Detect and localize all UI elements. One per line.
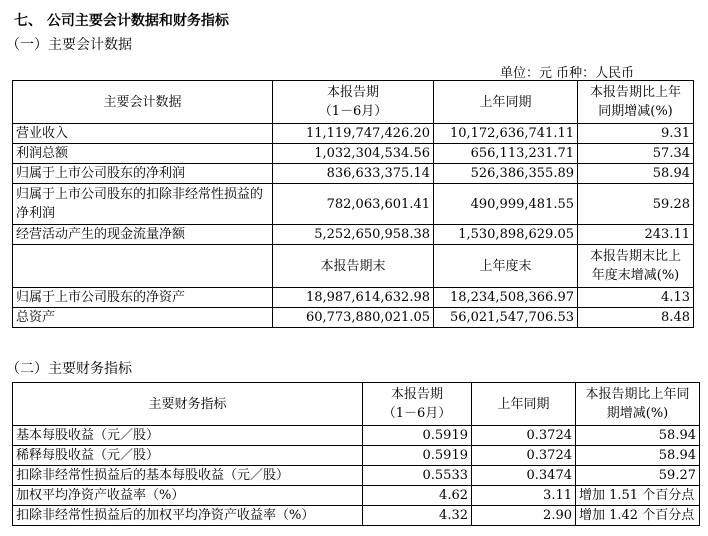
prior-period-value: 0.3724 — [472, 426, 576, 446]
change-value: 增加 1.51 个百分点 — [576, 486, 700, 506]
prior-period-value: 656,113,231.71 — [434, 144, 578, 164]
table-row — [13, 164, 694, 184]
unit-note: 单位：元 币种：人民币 — [500, 66, 635, 81]
row-label: 经营活动产生的现金流量净额 — [13, 225, 273, 245]
current-period-value: 5,252,650,958.38 — [273, 225, 434, 245]
current-period-value: 60,773,880,021.05 — [273, 308, 434, 328]
table-row — [13, 144, 694, 164]
current-period-value: 836,633,375.14 — [273, 164, 434, 184]
current-period-value: 0.5533 — [363, 466, 472, 486]
part1-title: （一）主要会计数据 — [6, 37, 132, 53]
row-label: 稀释每股收益（元／股） — [13, 446, 363, 466]
current-period-value: 0.5919 — [363, 426, 472, 446]
row-label: 基本每股收益（元／股） — [13, 426, 363, 446]
table-row — [13, 426, 700, 446]
row-label: 归属于上市公司股东的净资产 — [13, 288, 273, 308]
table-row — [13, 288, 694, 308]
prior-period-value: 490,999,481.55 — [434, 184, 578, 225]
change-value: 243.11 — [578, 225, 694, 245]
change-value: 59.28 — [578, 184, 694, 225]
column-header — [13, 245, 273, 288]
column-header: 上年同期 — [434, 81, 578, 124]
change-value: 59.27 — [576, 466, 700, 486]
column-header: 本报告期 （1－6月） — [363, 383, 472, 426]
header-row — [13, 383, 700, 426]
accounting-data-table — [12, 80, 694, 328]
financial-indicators-table — [12, 382, 700, 526]
change-value: 58.94 — [578, 164, 694, 184]
table-row — [13, 466, 700, 486]
row-label: 归属于上市公司股东的净利润 — [13, 164, 273, 184]
row-label: 扣除非经常性损益后的基本每股收益（元／股） — [13, 466, 363, 486]
prior-period-value: 526,386,355.89 — [434, 164, 578, 184]
prior-period-value: 2.90 — [472, 506, 576, 526]
table-row — [13, 184, 694, 225]
change-value: 9.31 — [578, 124, 694, 144]
prior-period-value: 3.11 — [472, 486, 576, 506]
prior-period-value: 10,172,636,741.11 — [434, 124, 578, 144]
table-row — [13, 486, 700, 506]
header-row — [13, 245, 694, 288]
table-row — [13, 308, 694, 328]
row-label: 总资产 — [13, 308, 273, 328]
prior-period-value: 18,234,508,366.97 — [434, 288, 578, 308]
row-label: 归属于上市公司股东的扣除非经常性损益的净利润 — [13, 184, 273, 225]
current-period-value: 1,032,304,534.56 — [273, 144, 434, 164]
current-period-value: 782,063,601.41 — [273, 184, 434, 225]
header-row — [13, 81, 694, 124]
change-value: 58.94 — [576, 426, 700, 446]
column-header: 本报告期末比上 年度末增减(%) — [578, 245, 694, 288]
column-header: 本报告期 （1－6月） — [273, 81, 434, 124]
prior-period-value: 0.3724 — [472, 446, 576, 466]
table-row — [13, 225, 694, 245]
row-label: 加权平均净资产收益率（%） — [13, 486, 363, 506]
current-period-value: 11,119,747,426.20 — [273, 124, 434, 144]
current-period-value: 4.32 — [363, 506, 472, 526]
column-header: 本报告期比上年 同期增减(%) — [578, 81, 694, 124]
prior-period-value: 1,530,898,629.05 — [434, 225, 578, 245]
table-row — [13, 446, 700, 466]
table-row — [13, 506, 700, 526]
column-header: 本报告期末 — [273, 245, 434, 288]
table-row — [13, 124, 694, 144]
row-label: 扣除非经常性损益后的加权平均净资产收益率（%） — [13, 506, 363, 526]
current-period-value: 0.5919 — [363, 446, 472, 466]
column-header: 上年同期 — [472, 383, 576, 426]
column-header: 主要会计数据 — [13, 81, 273, 124]
row-label: 利润总额 — [13, 144, 273, 164]
current-period-value: 4.62 — [363, 486, 472, 506]
column-header: 主要财务指标 — [13, 383, 363, 426]
change-value: 4.13 — [578, 288, 694, 308]
column-header: 本报告期比上年同 期增减(%) — [576, 383, 700, 426]
change-value: 58.94 — [576, 446, 700, 466]
section-title: 七、 公司主要会计数据和财务指标 — [14, 13, 229, 29]
prior-period-value: 0.3474 — [472, 466, 576, 486]
prior-period-value: 56,021,547,706.53 — [434, 308, 578, 328]
current-period-value: 18,987,614,632.98 — [273, 288, 434, 308]
row-label: 营业收入 — [13, 124, 273, 144]
column-header: 上年度末 — [434, 245, 578, 288]
part2-title: （二）主要财务指标 — [6, 361, 132, 377]
change-value: 增加 1.42 个百分点 — [576, 506, 700, 526]
change-value: 57.34 — [578, 144, 694, 164]
change-value: 8.48 — [578, 308, 694, 328]
